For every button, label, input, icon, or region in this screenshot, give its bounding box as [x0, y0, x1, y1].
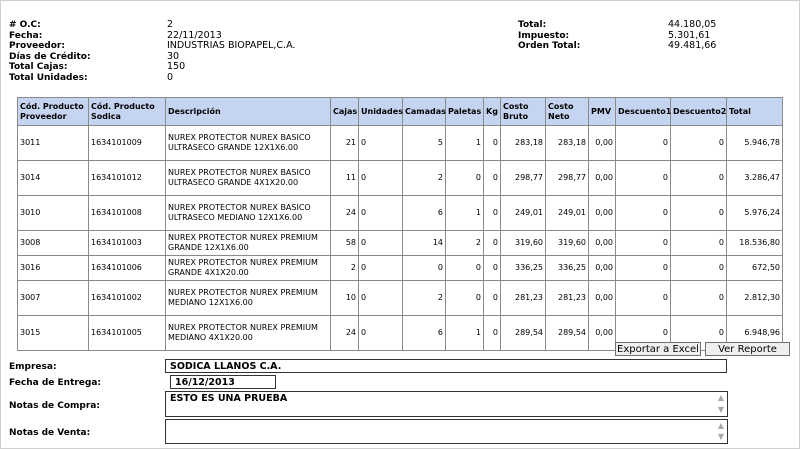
table-cell: 0: [484, 256, 501, 281]
table-cell: 1634101012: [89, 161, 166, 196]
column-header: Costo Neto: [546, 98, 589, 126]
summary-label: Total Cajas:: [9, 62, 68, 72]
table-cell: 0: [484, 316, 501, 351]
table-cell: 0,00: [589, 316, 616, 351]
scroll-up-icon[interactable]: ▲: [717, 393, 725, 402]
table-cell: 0: [484, 281, 501, 316]
table-cell: 0: [671, 281, 727, 316]
table-cell: 1634101003: [89, 231, 166, 256]
entrega-date-field[interactable]: 16/12/2013: [170, 375, 276, 389]
order-lines-table: [17, 97, 783, 351]
table-cell: 21: [331, 126, 359, 161]
table-cell: 0,00: [589, 126, 616, 161]
table-cell: 0: [359, 316, 403, 351]
table-cell: 283,18: [501, 126, 546, 161]
table-cell: NUREX PROTECTOR NUREX PREMIUM GRANDE 12X1X6.00: [166, 231, 331, 256]
table-cell: 0: [446, 281, 484, 316]
table-row: [18, 281, 783, 316]
table-cell: 3008: [18, 231, 89, 256]
column-header: Total: [727, 98, 783, 126]
table-cell: 336,25: [546, 256, 589, 281]
summary-row: [9, 20, 295, 31]
table-cell: 5: [403, 126, 446, 161]
summary-value: 150: [167, 61, 186, 72]
table-cell: 2: [403, 281, 446, 316]
table-cell: 289,54: [546, 316, 589, 351]
table-cell: NUREX PROTECTOR NUREX BASICO ULTRASECO MEDIANO 12X1X6.00: [166, 196, 331, 231]
summary-value: 30: [167, 50, 180, 62]
table-cell: 0: [484, 161, 501, 196]
summary-value: 2: [167, 19, 174, 30]
table-cell: 0: [446, 256, 484, 281]
table-cell: 3.286,47: [727, 161, 783, 196]
column-header: Camadas: [403, 98, 446, 126]
column-header: Descuento1: [616, 98, 671, 126]
column-header: Kg: [484, 98, 501, 126]
table-cell: 336,25: [501, 256, 546, 281]
table-cell: 0: [359, 281, 403, 316]
table-cell: 0: [359, 256, 403, 281]
table-cell: 24: [331, 196, 359, 231]
summary-value: 44.180,05: [668, 19, 717, 30]
compra-notes-text: ESTO ES UNA PRUEBA: [170, 393, 288, 404]
column-header: Descripción: [166, 98, 331, 126]
table-cell: 6.948,96: [727, 316, 783, 351]
table-cell: 0: [359, 126, 403, 161]
venta-notes-textarea[interactable]: [165, 419, 728, 444]
table-cell: 0: [484, 126, 501, 161]
column-header: Paletas: [446, 98, 484, 126]
summary-value: INDUSTRIAS BIOPAPEL,C.A.: [167, 40, 296, 51]
summary-label: Fecha:: [9, 30, 43, 41]
table-cell: 672,50: [727, 256, 783, 281]
entrega-label: Fecha de Entrega:: [9, 378, 102, 388]
summary-value: 5.301,61: [668, 29, 711, 41]
table-cell: 281,23: [501, 281, 546, 316]
table-cell: 14: [403, 231, 446, 256]
summary-value: 0: [167, 71, 174, 83]
table-cell: NUREX PROTECTOR NUREX PREMIUM GRANDE 4X1X20.00: [166, 256, 331, 281]
table-cell: 1: [446, 316, 484, 351]
table-cell: 1634101005: [89, 316, 166, 351]
table-cell: 1634101008: [89, 196, 166, 231]
table-cell: 3007: [18, 281, 89, 316]
table-cell: 6: [403, 196, 446, 231]
table-cell: 10: [331, 281, 359, 316]
table-cell: 0,00: [589, 281, 616, 316]
table-cell: 1634101006: [89, 256, 166, 281]
column-header: Costo Bruto: [501, 98, 546, 126]
table-cell: 0,00: [589, 161, 616, 196]
table-cell: 281,23: [546, 281, 589, 316]
table-cell: 2: [331, 256, 359, 281]
table-cell: 0: [616, 231, 671, 256]
table-cell: 0: [671, 231, 727, 256]
summary-row: [9, 62, 295, 73]
table-row: [18, 196, 783, 231]
venta-label: Notas de Venta:: [9, 428, 91, 438]
table-cell: 0: [616, 281, 671, 316]
column-header: Cód. Producto Sodica: [89, 98, 166, 126]
table-cell: 1: [446, 196, 484, 231]
table-cell: 3016: [18, 256, 89, 281]
table-cell: 0: [671, 196, 727, 231]
table-cell: 319,60: [501, 231, 546, 256]
table-cell: 5.976,24: [727, 196, 783, 231]
summary-row: [518, 41, 716, 52]
summary-label: Proveedor:: [9, 41, 65, 51]
summary-label: Días de Crédito:: [9, 51, 91, 62]
summary-label: # O.C:: [9, 20, 41, 30]
summary-label: Impuesto:: [518, 30, 570, 41]
summary-label: Total:: [518, 20, 547, 30]
table-cell: 2.812,30: [727, 281, 783, 316]
table-cell: 249,01: [501, 196, 546, 231]
scroll-down-icon[interactable]: ▼: [717, 432, 725, 441]
order-summary-right: [518, 20, 716, 52]
table-cell: 283,18: [546, 126, 589, 161]
table-header-row: [18, 98, 783, 126]
table-cell: 0: [403, 256, 446, 281]
column-header: Unidades: [359, 98, 403, 126]
table-cell: 0: [484, 231, 501, 256]
table-cell: 5.946,78: [727, 126, 783, 161]
table-cell: 3015: [18, 316, 89, 351]
table-cell: 0: [671, 161, 727, 196]
table-cell: 18.536,80: [727, 231, 783, 256]
table-cell: 3010: [18, 196, 89, 231]
summary-label: Orden Total:: [518, 41, 581, 51]
scroll-down-icon[interactable]: ▼: [717, 405, 725, 414]
summary-row: [9, 52, 295, 63]
table-cell: NUREX PROTECTOR NUREX BASICO ULTRASECO GRANDE 4X1X20.00: [166, 161, 331, 196]
column-header: Descuento2: [671, 98, 727, 126]
table-cell: 0: [616, 316, 671, 351]
column-header: PMV: [589, 98, 616, 126]
table-row: [18, 161, 783, 196]
export-excel-button[interactable]: Exportar a Excel: [615, 342, 701, 356]
table-cell: 2: [403, 161, 446, 196]
table-cell: 11: [331, 161, 359, 196]
table-cell: 298,77: [501, 161, 546, 196]
table-cell: 6: [403, 316, 446, 351]
summary-row: [9, 41, 295, 52]
table-cell: 249,01: [546, 196, 589, 231]
column-header: Cód. Producto Proveedor: [18, 98, 89, 126]
table-cell: 0,00: [589, 256, 616, 281]
table-cell: 1634101002: [89, 281, 166, 316]
table-cell: 0: [484, 196, 501, 231]
compra-label: Notas de Compra:: [9, 401, 100, 411]
table-cell: 0: [446, 161, 484, 196]
table-cell: 58: [331, 231, 359, 256]
empresa-field[interactable]: SODICA LLANOS C.A.: [165, 359, 727, 373]
table-cell: 0: [671, 256, 727, 281]
empresa-label: Empresa:: [9, 362, 57, 372]
table-cell: 24: [331, 316, 359, 351]
table-cell: 289,54: [501, 316, 546, 351]
table-cell: 0: [359, 196, 403, 231]
summary-row: [9, 73, 295, 84]
order-summary-left: [9, 20, 295, 83]
table-cell: 2: [446, 231, 484, 256]
table-cell: 0: [359, 161, 403, 196]
table-cell: 1634101009: [89, 126, 166, 161]
column-header: Cajas: [331, 98, 359, 126]
summary-value: 49.481,66: [668, 40, 717, 51]
table-cell: 0,00: [589, 196, 616, 231]
table-cell: 298,77: [546, 161, 589, 196]
table-cell: 319,60: [546, 231, 589, 256]
table-cell: 3011: [18, 126, 89, 161]
view-report-button[interactable]: Ver Reporte: [705, 342, 790, 356]
table-cell: 0: [616, 161, 671, 196]
table-cell: 0: [359, 231, 403, 256]
table-cell: 0: [616, 196, 671, 231]
table-row: [18, 126, 783, 161]
table-cell: NUREX PROTECTOR NUREX PREMIUM MEDIANO 12X1X6.00: [166, 281, 331, 316]
compra-notes-textarea[interactable]: [165, 391, 728, 417]
table-cell: NUREX PROTECTOR NUREX PREMIUM MEDIANO 4X1X20.00: [166, 316, 331, 351]
table-cell: 0: [671, 126, 727, 161]
table-cell: 0,00: [589, 231, 616, 256]
table-cell: NUREX PROTECTOR NUREX BASICO ULTRASECO GRANDE 12X1X6.00: [166, 126, 331, 161]
table-cell: 1: [446, 126, 484, 161]
table-row: [18, 256, 783, 281]
table-cell: 0: [671, 316, 727, 351]
summary-label: Total Unidades:: [9, 72, 88, 83]
scroll-up-icon[interactable]: ▲: [717, 421, 725, 430]
table-cell: 0: [616, 126, 671, 161]
summary-row: [518, 20, 716, 31]
table-cell: 0: [616, 256, 671, 281]
table-row: [18, 231, 783, 256]
table-cell: 3014: [18, 161, 89, 196]
summary-value: 22/11/2013: [167, 29, 222, 41]
